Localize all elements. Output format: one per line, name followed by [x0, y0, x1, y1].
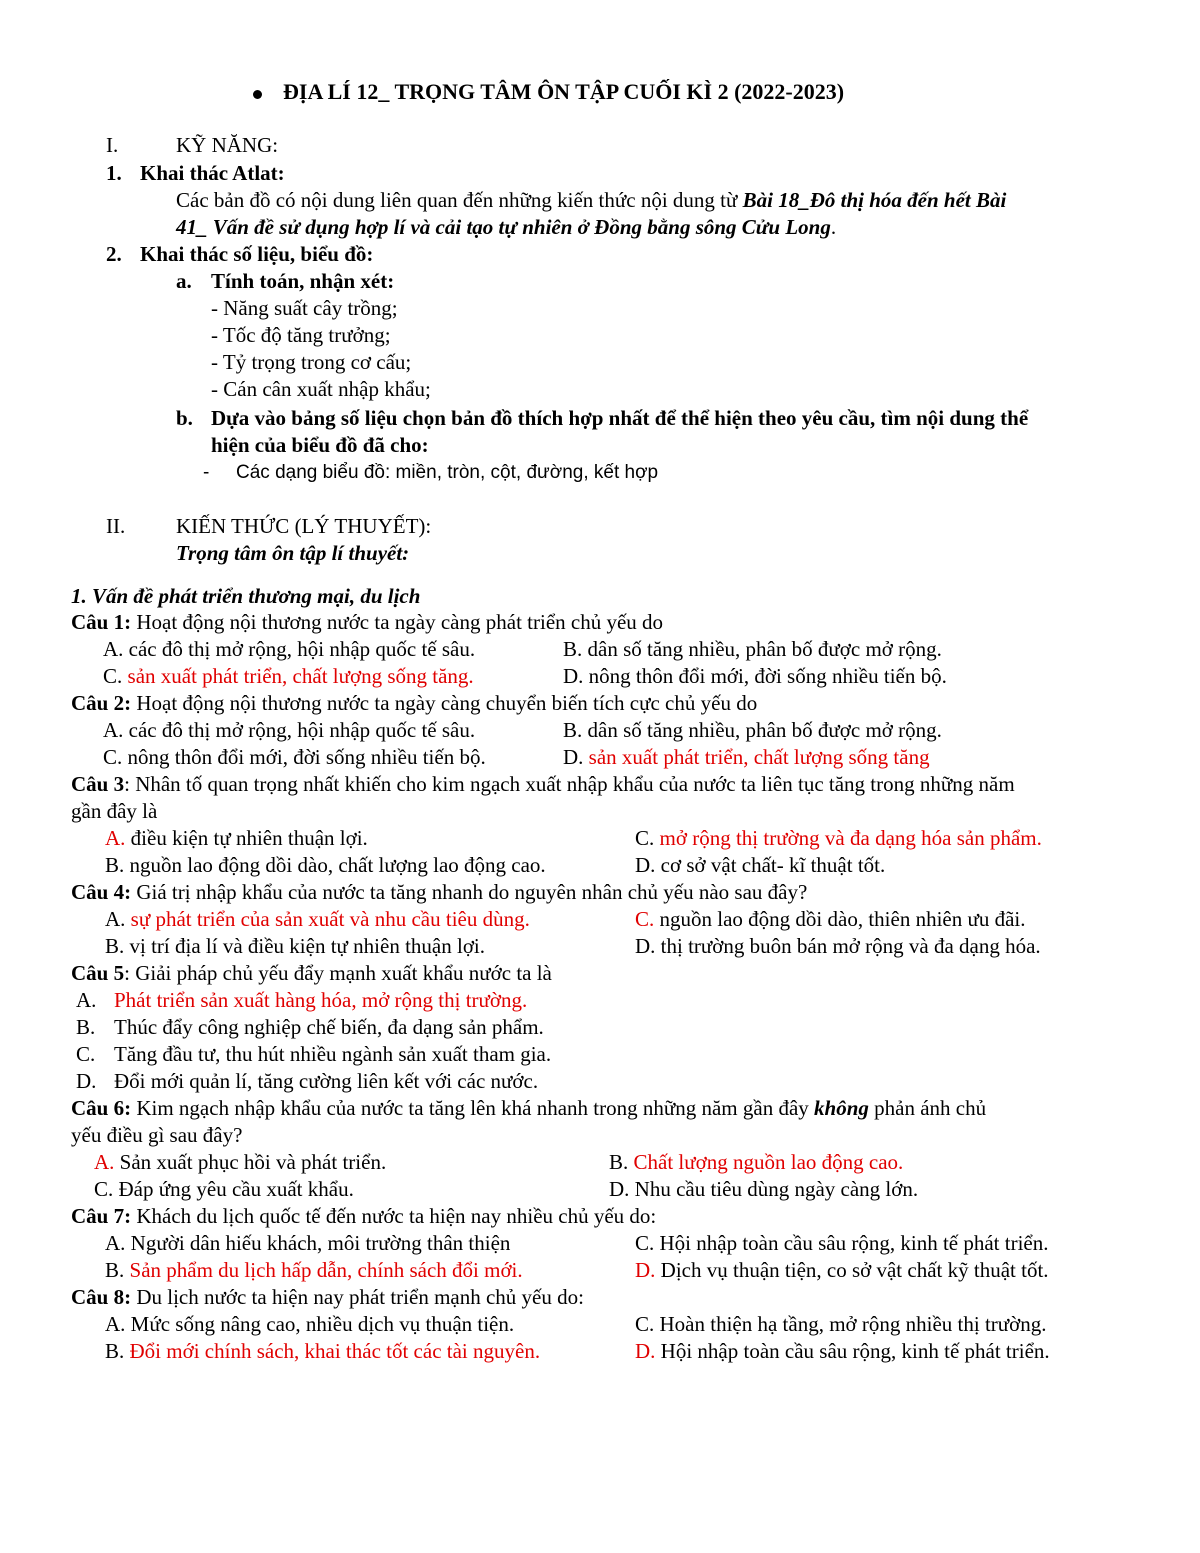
q7-option-d: D. Dịch vụ thuận tiện, co sở vật chất kỹ thuật tốt.	[635, 1258, 1049, 1282]
question-5: Câu 5: Giải pháp chủ yếu đẩy mạnh xuất khẩu nước ta là	[71, 961, 552, 985]
q5-option-c-letter: C.	[76, 1042, 96, 1066]
item2a-list-item: - Tỷ trọng trong cơ cấu;	[211, 350, 412, 374]
q5-option-b-letter: B.	[76, 1015, 96, 1039]
question-1: Câu 1: Hoạt động nội thương nước ta ngày càng phát triển chủ yếu do	[71, 610, 664, 634]
q1-option-b: B. dân số tăng nhiều, phân bố được mở rộng.	[563, 637, 942, 661]
q5-option-b: Thúc đẩy công nghiệp chế biến, đa dạng sản phẩm.	[114, 1015, 544, 1039]
q2-option-d: D. sản xuất phát triển, chất lượng sống tăng	[563, 745, 930, 769]
q2-option-a: A. các đô thị mở rộng, hội nhập quốc tế sâu.	[103, 718, 476, 742]
q5-option-d-letter: D.	[76, 1069, 97, 1093]
item2b-number: b.	[176, 406, 193, 430]
q8-option-c: C. Hoàn thiện hạ tầng, mở rộng nhiều thị trường.	[635, 1312, 1047, 1336]
question-6: Câu 6: Kim ngạch nhập khẩu của nước ta tăng lên khá nhanh trong những năm gần đây không phản ánh chủ	[71, 1096, 987, 1120]
item1-text-line1: Các bản đồ có nội dung liên quan đến những kiến thức nội dung từ Bài 18_Đô thị hóa đến hết Bài	[176, 188, 1007, 212]
question-7: Câu 7: Khách du lịch quốc tế đến nước ta hiện nay nhiều chủ yếu do:	[71, 1204, 657, 1228]
page-title: ĐỊA LÍ 12_ TRỌNG TÂM ÔN TẬP CUỐI KÌ 2 (2022-2023)	[283, 79, 845, 104]
q4-option-b: B. vị trí địa lí và điều kiện tự nhiên thuận lợi.	[105, 934, 486, 958]
q3-option-a: A. điều kiện tự nhiên thuận lợi.	[105, 826, 368, 850]
q3-option-c: C. mở rộng thị trường và đa dạng hóa sản phẩm.	[635, 826, 1042, 850]
section2-heading: KIẾN THỨC (LÝ THUYẾT):	[176, 514, 432, 538]
q7-option-c: C. Hội nhập toàn cầu sâu rộng, kinh tế phát triển.	[635, 1231, 1049, 1255]
q6-option-b: B. Chất lượng nguồn lao động cao.	[609, 1150, 904, 1174]
q5-option-a-letter: A.	[76, 988, 97, 1012]
q6-option-a: A. Sản xuất phục hồi và phát triển.	[94, 1150, 387, 1174]
item1-heading: Khai thác Atlat:	[140, 161, 285, 185]
q7-option-a: A. Người dân hiếu khách, môi trường thân thiện	[105, 1231, 511, 1255]
q2-option-b: B. dân số tăng nhiều, phân bố được mở rộng.	[563, 718, 942, 742]
question-3-line2: gần đây là	[71, 799, 158, 823]
section2-subheading: Trọng tâm ôn tập lí thuyết:	[176, 541, 410, 565]
q2-option-c: C. nông thôn đổi mới, đời sống nhiều tiến bộ.	[103, 745, 486, 769]
q4-option-a: A. sự phát triển của sản xuất và nhu cầu tiêu dùng.	[105, 907, 530, 931]
item2b-dash: -	[203, 462, 210, 483]
topic-heading: 1. Vấn đề phát triển thương mại, du lịch	[71, 584, 421, 608]
item1-number: 1.	[106, 161, 122, 185]
item2b-text-line2: hiện của biểu đồ đã cho:	[211, 433, 429, 457]
q4-option-c: C. nguồn lao động dồi dào, thiên nhiên ưu đãi.	[635, 907, 1026, 931]
section1-number: I.	[106, 133, 119, 157]
q8-option-d: D. Hội nhập toàn cầu sâu rộng, kinh tế phát triển.	[635, 1339, 1050, 1363]
q5-option-a: Phát triển sản xuất hàng hóa, mở rộng thị trường.	[114, 988, 528, 1012]
q7-option-b: B. Sản phẩm du lịch hấp dẫn, chính sách đổi mới.	[105, 1258, 523, 1282]
q8-option-a: A. Mức sống nâng cao, nhiều dịch vụ thuận tiện.	[105, 1312, 515, 1336]
item2a-heading: Tính toán, nhận xét:	[211, 269, 395, 293]
item2-heading: Khai thác số liệu, biểu đồ:	[140, 242, 374, 266]
item2a-number: a.	[176, 269, 192, 293]
question-6-line2: yếu điều gì sau đây?	[71, 1123, 243, 1147]
q6-option-c: C. Đáp ứng yêu cầu xuất khẩu.	[94, 1177, 354, 1201]
item2b-text-line1: Dựa vào bảng số liệu chọn bản đồ thích hợp nhất để thể hiện theo yêu cầu, tìm nội dung thể	[211, 406, 1029, 430]
q3-option-b: B. nguồn lao động dồi dào, chất lượng lao động cao.	[105, 853, 546, 877]
section2-number: II.	[106, 514, 126, 538]
question-3: Câu 3: Nhân tố quan trọng nhất khiến cho kim ngạch xuất nhập khẩu của nước ta liên tục tăng trong những năm	[71, 772, 1015, 796]
question-2: Câu 2: Hoạt động nội thương nước ta ngày càng chuyển biến tích cực chủ yếu do	[71, 691, 758, 715]
item2-number: 2.	[106, 242, 122, 266]
item1-text-line2: 41_ Vấn đề sử dụng hợp lí và cải tạo tự nhiên ở Đồng bằng sông Cửu Long.	[176, 215, 837, 239]
bullet-icon	[253, 90, 262, 99]
question-8: Câu 8: Du lịch nước ta hiện nay phát triển mạnh chủ yếu do:	[71, 1285, 584, 1309]
q1-option-a: A. các đô thị mở rộng, hội nhập quốc tế sâu.	[103, 637, 476, 661]
item2a-list-item: - Cán cân xuất nhập khẩu;	[211, 377, 431, 401]
q6-option-d: D. Nhu cầu tiêu dùng ngày càng lớn.	[609, 1177, 919, 1201]
q8-option-b: B. Đổi mới chính sách, khai thác tốt các tài nguyên.	[105, 1339, 541, 1363]
q5-option-c: Tăng đầu tư, thu hút nhiều ngành sản xuất tham gia.	[114, 1042, 552, 1066]
item2b-list-item: Các dạng biểu đồ: miền, tròn, cột, đường, kết hợp	[236, 462, 659, 483]
item2a-list-item: - Năng suất cây trồng;	[211, 296, 398, 320]
q3-option-d: D. cơ sở vật chất- kĩ thuật tốt.	[635, 853, 886, 877]
item2a-list-item: - Tốc độ tăng trưởng;	[211, 323, 391, 347]
q5-option-d: Đổi mới quản lí, tăng cường liên kết với các nước.	[114, 1069, 539, 1093]
section1-heading: KỸ NĂNG:	[176, 133, 279, 157]
q1-option-c: C. sản xuất phát triển, chất lượng sống tăng.	[103, 664, 474, 688]
q1-option-d: D. nông thôn đổi mới, đời sống nhiều tiến bộ.	[563, 664, 947, 688]
q4-option-d: D. thị trường buôn bán mở rộng và đa dạng hóa.	[635, 934, 1041, 958]
question-4: Câu 4: Giá trị nhập khẩu của nước ta tăng nhanh do nguyên nhân chủ yếu nào sau đây?	[71, 880, 808, 904]
